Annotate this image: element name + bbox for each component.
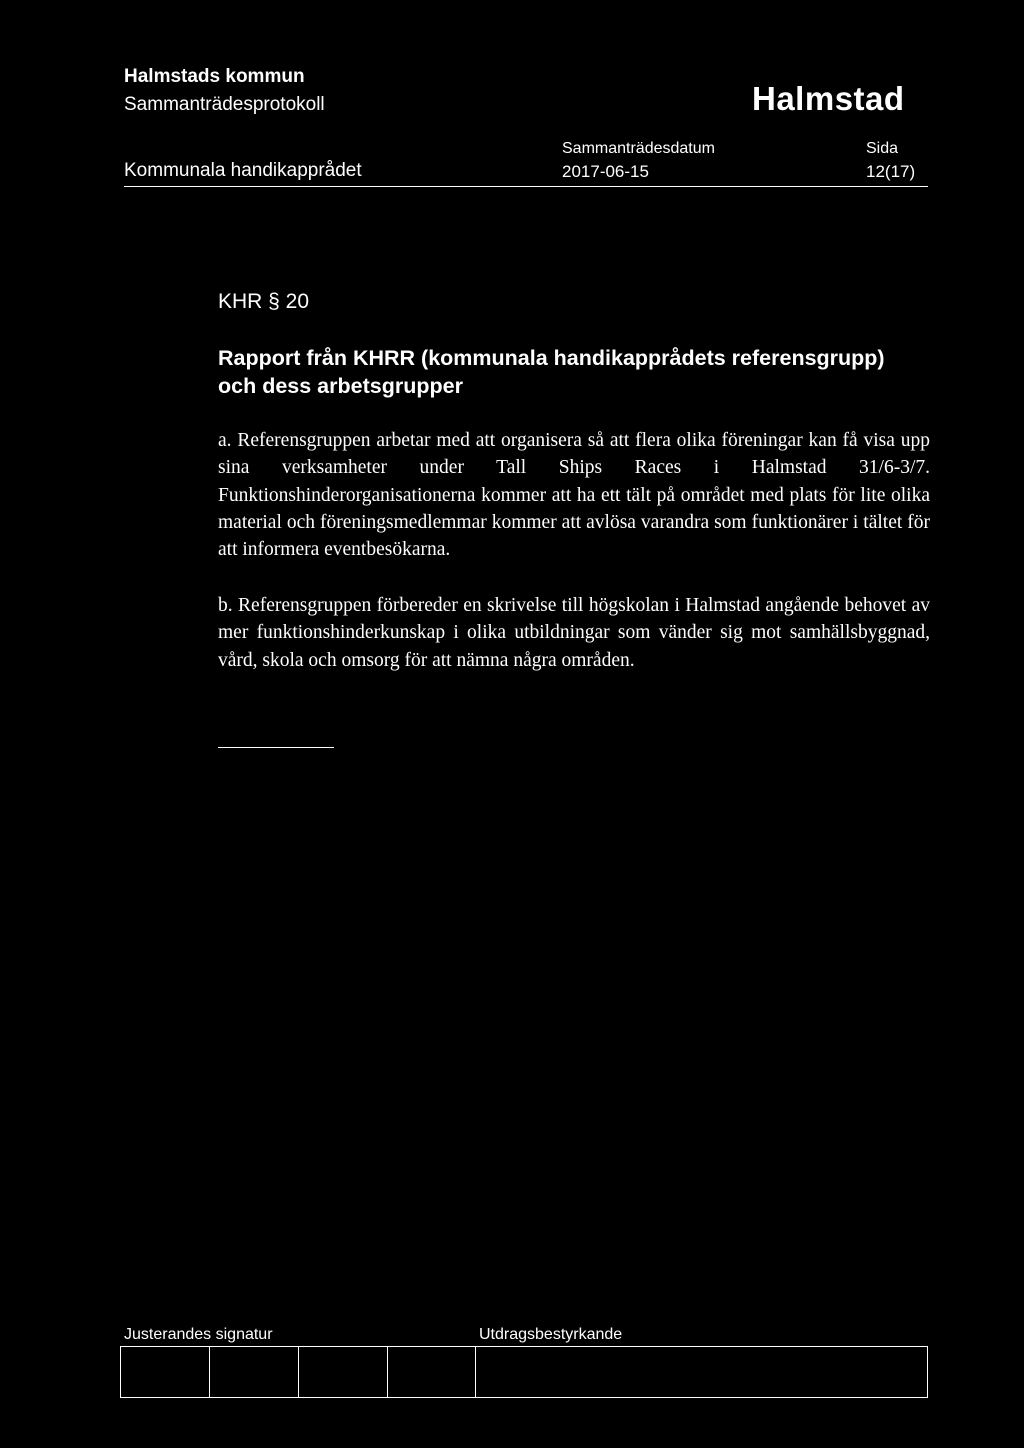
signature-label: Justerandes signatur (124, 1326, 273, 1343)
committee-name: Kommunala handikapprådet (124, 160, 362, 181)
page-number: 12(17) (866, 162, 916, 181)
page-label: Sida (866, 140, 899, 157)
section-number: KHR § 20 (218, 290, 310, 313)
halmstad-logo: Halmstad (752, 80, 905, 117)
section-heading: Rapport från KHRR (kommunala handikapprådets referensgrupp) och dess arbetsgrupper (218, 346, 885, 398)
paragraph-a: a. Referensgruppen arbetar med att organisera så att flera olika föreningar kan få visa upp sina verksamheter under Tall Ships Races i Halmstad 31/6-3/7. Funktionshinderorganisationerna kommer att ha ett tält på området med plats för lite olika material och föreningsmedlemmar kommer att avlösa varandra som funktionärer i tältet för att informera eventbesökarna. (218, 430, 930, 561)
extract-label: Utdragsbestyrkande (479, 1326, 623, 1343)
meeting-date: 2017-06-15 (562, 162, 649, 181)
signature-boxes (120, 1346, 928, 1398)
paragraph-b: b. Referensgruppen förbereder en skrivelse till högskolan i Halmstad angående behovet av mer funktionshinderkunskap i olika utbildningar som vänder sig mot samhällsbyggnad, vård, skola och omsorg för att nämna några områden. (218, 595, 930, 671)
signature-box-2 (210, 1347, 299, 1397)
date-label: Sammanträdesdatum (562, 140, 715, 157)
signature-box-1 (121, 1347, 210, 1397)
signature-box-4 (388, 1347, 476, 1397)
document-type: Sammanträdesprotokoll (124, 94, 325, 115)
header-divider (124, 186, 928, 187)
organization-name: Halmstads kommun (124, 66, 305, 87)
extract-box (476, 1347, 927, 1397)
section-end-divider (218, 747, 334, 748)
signature-box-3 (299, 1347, 388, 1397)
